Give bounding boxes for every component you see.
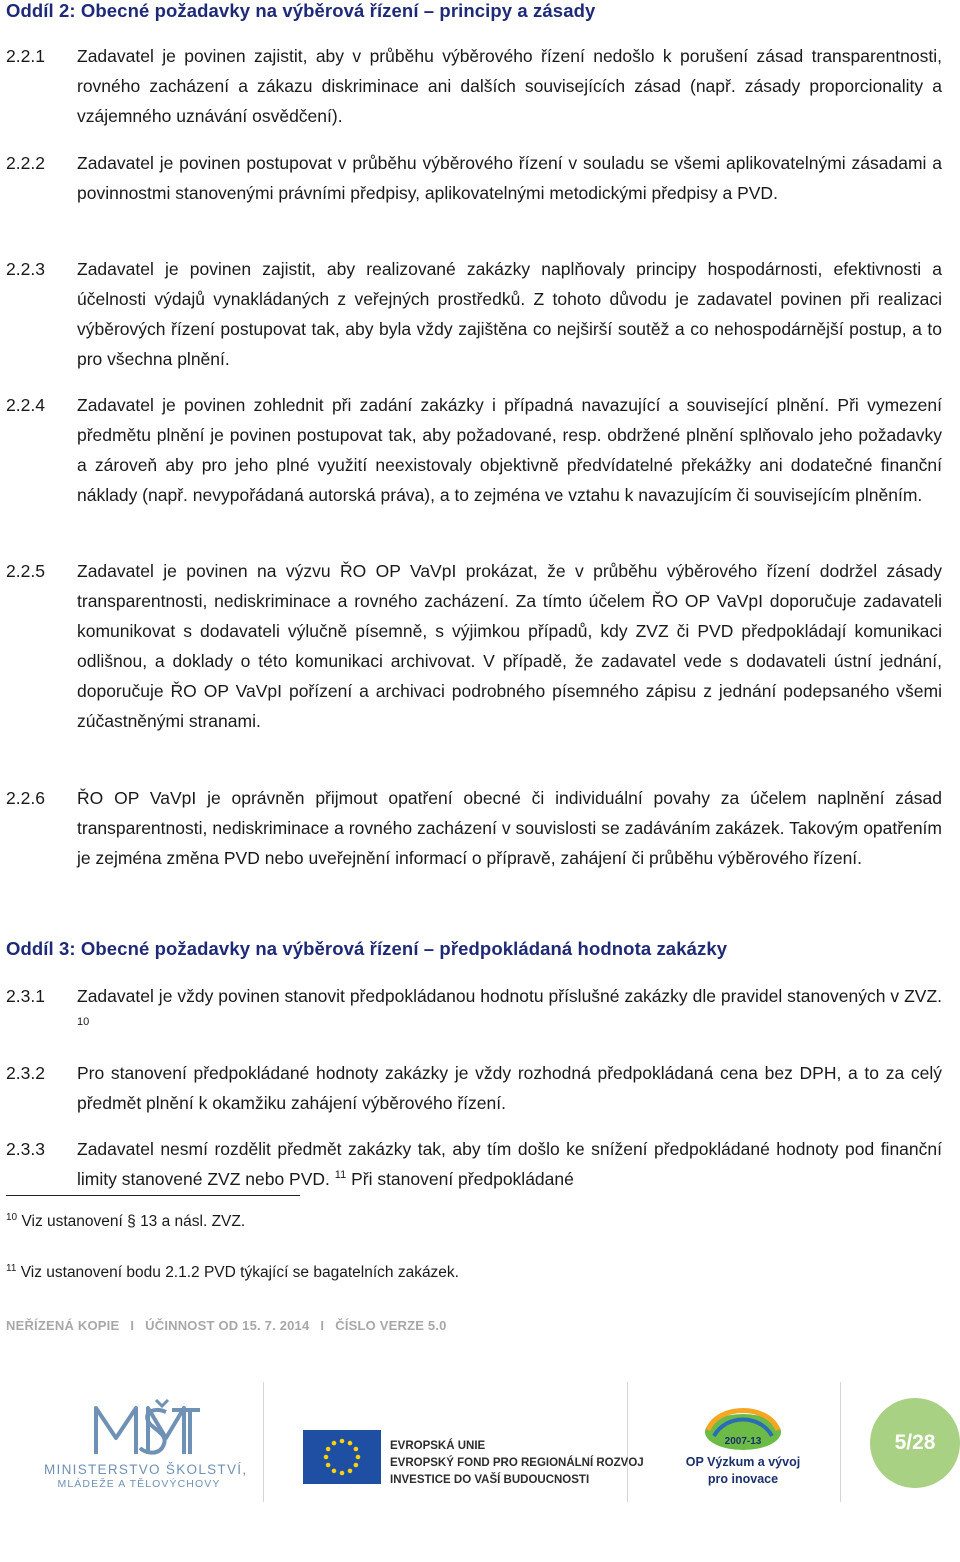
paragraph-number: 2.2.2 <box>6 153 45 173</box>
effective-date-label: ÚČINNOST OD 15. 7. 2014 <box>145 1318 310 1333</box>
footnote-11 <box>6 1259 459 1283</box>
paragraph-text: Pro stanovení předpokládané hodnoty zakázky je vždy rozhodná předpokládaná cena bez DPH, a to za celý předmět plnění k okamžiku zahájení výběrového řízení. <box>77 1063 942 1113</box>
paragraph-text: Zadavatel je povinen postupovat v průběhu výběrového řízení v souladu se všemi aplikovatelnými zásadami a povinnostmi stanovenými právními předpisy, aplikovatelnými metodickými předpisy a PVD. <box>77 153 942 203</box>
op-line1: OP Výzkum a vývoj <box>685 1455 801 1469</box>
paragraph-number: 2.2.6 <box>6 788 45 808</box>
paragraph-2-2-3 <box>6 254 942 374</box>
footnote-divider <box>6 1195 300 1196</box>
section-2-title: Oddíl 2: Obecné požadavky na výběrová řízení – principy a zásady <box>6 0 596 21</box>
footnote-text: Viz ustanovení bodu 2.1.2 PVD týkající se bagatelních zakázek. <box>20 1264 459 1282</box>
paragraph-text-body: Zadavatel nesmí rozdělit předmět zakázky tak, aby tím došlo ke snížení předpokládané hodnoty pod finanční limity stanovené ZVZ nebo PVD. <box>77 1139 942 1189</box>
paragraph-text: ŘO OP VaVpI je oprávněn přijmout opatření obecné či individuální povahy za účelem naplnění zásad transparentnosti, nediskriminace a rovného zacházení v souvislosti se zadáváním zakázek. Takovým opatřením je zejména změna PVD nebo uveřejnění informací o přípravě, zahájení či průběhu výběrového řízení. <box>77 788 942 868</box>
paragraph-2-2-6 <box>6 783 942 873</box>
eu-line3: INVESTICE DO VAŠÍ BUDOUCNOSTI <box>390 1474 590 1486</box>
paragraph-text <box>77 981 942 1041</box>
paragraph-text: Zadavatel je povinen zohlednit při zadání zakázky i případná navazující a související plnění. Při vymezení předmětu plnění je povinen postupovat tak, aby požadované, resp. obdržené plnění splňovalo jeho požadavky a zároveň aby pro jeho plné využití neexistovaly objektivně předvídatelné překážky ani dodatečné finanční náklady (např. nevypořádaná autorská práva), a to zejména ve vztahu k navazujícím či souvisejícím plněním. <box>77 395 942 505</box>
op-line2: pro inovace <box>707 1472 779 1486</box>
paragraph-number: 2.3.2 <box>6 1063 45 1083</box>
paragraph-2-3-2 <box>6 1058 942 1118</box>
eu-line1: EVROPSKÁ UNIE <box>390 1440 486 1452</box>
paragraph-text <box>77 1134 942 1194</box>
msmt-name-line2: MLÁDEŽE A TĚLOVÝCHOVY <box>57 1478 221 1490</box>
paragraph-2-2-5 <box>6 556 942 736</box>
paragraph-text: Zadavatel je povinen na výzvu ŘO OP VaVpI prokázat, že v průběhu výběrového řízení dodržel zásady transparentnosti, nediskriminace a rovného zacházení. Za tímto účelem ŘO OP VaVpI doporučuje zadavateli komunikovat s dodavateli výlučně písemně, s výjimkou případů, kdy ZVZ či PVD předpokládají komunikaci odlišnou, a doklady o této komunikaci archivovat. V případě, že zadavatel vede s dodavateli ústní jednání, doporučuje ŘO OP VaVpI pořízení a archivaci podrobného písemného zápisu z jednání podepsaného všemi zúčastněnými stranami. <box>77 561 942 731</box>
footnote-ref-11[interactable]: 11 <box>334 1169 347 1182</box>
paragraph-number: 2.3.1 <box>6 986 45 1006</box>
paragraph-number: 2.3.3 <box>6 1139 45 1159</box>
paragraph-text-continuation: Při stanovení předpokládané <box>351 1169 574 1189</box>
paragraph-2-2-4 <box>6 390 942 510</box>
op-vavpi-text <box>678 1454 808 1488</box>
footnote-ref-10[interactable]: 10 <box>77 1016 90 1029</box>
paragraph-2-3-1 <box>6 981 942 1041</box>
msmt-emblem-icon <box>44 1398 234 1460</box>
logo-divider <box>840 1382 841 1502</box>
uncontrolled-copy-label: NEŘÍZENÁ KOPIE <box>6 1318 120 1333</box>
section-3-title: Oddíl 3: Obecné požadavky na výběrová řízení – předpokládaná hodnota zakázky <box>6 938 728 959</box>
paragraph-number: 2.2.3 <box>6 259 45 279</box>
footnote-number: 11 <box>6 1263 17 1274</box>
footnote-text: Viz ustanovení § 13 a násl. ZVZ. <box>21 1213 246 1231</box>
version-label: ČÍSLO VERZE 5.0 <box>335 1318 447 1333</box>
msmt-logo <box>44 1398 248 1494</box>
paragraph-number: 2.2.1 <box>6 46 45 66</box>
footnote-10 <box>6 1208 245 1232</box>
paragraph-2-3-3 <box>6 1134 942 1194</box>
status-separator: I <box>130 1318 135 1333</box>
paragraph-number: 2.2.5 <box>6 561 45 581</box>
eu-flag-icon <box>303 1430 381 1484</box>
paragraph-2-2-2 <box>6 148 942 208</box>
paragraph-text-body: Zadavatel je vždy povinen stanovit předpokládanou hodnotu příslušné zakázky dle pravidel stanovených v ZVZ. <box>77 986 942 1006</box>
msmt-name-line1: MINISTERSTVO ŠKOLSTVÍ, <box>44 1462 248 1477</box>
page-number-badge: 5/28 <box>870 1398 960 1488</box>
op-vavpi-logo <box>678 1400 808 1498</box>
paragraph-text: Zadavatel je povinen zajistit, aby v průběhu výběrového řízení nedošlo k porušení zásad transparentnosti, rovného zacházení a zákazu diskriminace ani dalších souvisejících zásad (např. zásady proporcionality a vzájemného uznávání osvědčení). <box>77 46 942 126</box>
paragraph-number: 2.2.4 <box>6 395 45 415</box>
eu-fund-text <box>390 1438 644 1489</box>
logo-divider <box>263 1382 264 1502</box>
op-years-label: 2007-13 <box>724 1436 762 1447</box>
document-status-line <box>6 1318 447 1333</box>
paragraph-text: Zadavatel je povinen zajistit, aby realizované zakázky naplňovaly principy hospodárnosti, efektivnosti a účelnosti výdajů vynakládaných z veřejných prostředků. Z tohoto důvodu je zadavatel povinen při realizaci výběrových řízení postupovat tak, aby byla vždy zajištěna co nejširší soutěž a co nehospodárnější postup, a to pro všechna plnění. <box>77 259 942 369</box>
footnote-number: 10 <box>6 1212 18 1223</box>
eu-line2: EVROPSKÝ FOND PRO REGIONÁLNÍ ROZVOJ <box>390 1457 644 1469</box>
op-vavpi-emblem-icon <box>678 1400 808 1454</box>
status-separator: I <box>320 1318 325 1333</box>
paragraph-2-2-1 <box>6 41 942 131</box>
